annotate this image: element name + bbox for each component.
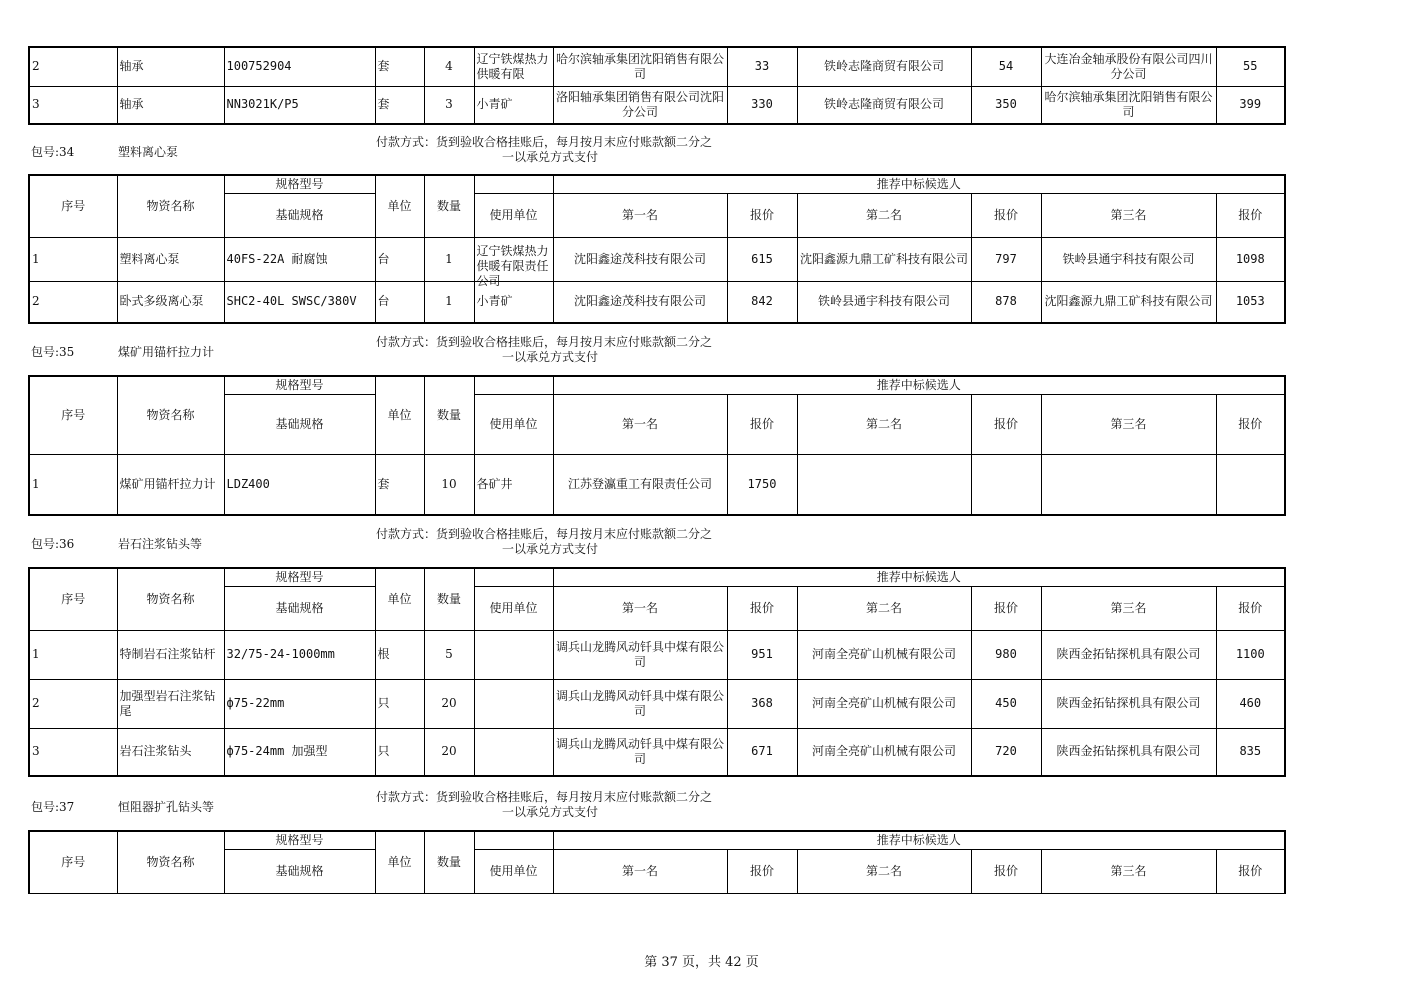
header-qty: 数量 [424,376,474,454]
price1-cell: 368 [727,679,797,728]
header-unit: 单位 [375,376,424,454]
material-cell: 塑料离心泵 [117,237,224,281]
package-table [28,830,1286,894]
header-spec-basic: 基础规格 [224,586,375,630]
table-row [29,454,1285,515]
header-user: 使用单位 [474,849,553,893]
qty-cell: 5 [424,630,474,679]
package-name: 恒阻器扩孔钻头等 [118,800,215,814]
header-second: 第二名 [797,193,971,237]
payment-terms [376,527,726,557]
material-cell: 加强型岩石注浆钻尾 [117,679,224,728]
header-blank [474,831,553,849]
payment-line-1: 付款方式：货到验收合格挂账后，每月按月末应付账款额二分之 [376,135,713,149]
unit-cell: 套 [375,47,424,86]
price3-cell: 1053 [1216,281,1285,323]
header-price: 报价 [727,394,797,454]
second-cell: 河南全亮矿山机械有限公司 [797,728,971,776]
user-text: 各矿井 [476,476,513,491]
material-cell: 特制岩石注浆钻杆 [117,630,224,679]
third-cell [1041,454,1216,515]
qty-cell: 20 [424,728,474,776]
header-spec-group: 规格型号 [224,568,375,586]
unit-cell: 台 [375,237,424,281]
header-price: 报价 [1216,394,1285,454]
price3-cell: 835 [1216,728,1285,776]
seq-cell: 3 [29,86,117,124]
second-cell: 铁岭志隆商贸有限公司 [797,86,971,124]
header-material: 物资名称 [117,376,224,454]
header-blank [474,175,553,193]
user-cell [474,728,553,776]
continuation-table [28,46,1286,125]
price2-cell: 450 [971,679,1041,728]
package-number: 包号:37 [31,800,75,814]
price3-cell: 460 [1216,679,1285,728]
price2-cell: 980 [971,630,1041,679]
package-table [28,174,1286,324]
spec-cell: SHC2-40L SWSC/380V [224,281,375,323]
price1-cell: 842 [727,281,797,323]
package-header [0,790,1403,826]
package-name: 岩石注浆钻头等 [118,537,203,551]
header-seq: 序号 [29,831,117,893]
price3-cell: 399 [1216,86,1285,124]
user-cell [474,47,553,86]
user-text: 小青矿 [476,97,513,112]
package-header [0,527,1403,563]
price1-cell: 330 [727,86,797,124]
price3-cell: 1100 [1216,630,1285,679]
header-unit: 单位 [375,175,424,237]
user-cell [474,86,553,124]
spec-cell: 32/75-24-1000mm [224,630,375,679]
header-material: 物资名称 [117,831,224,893]
user-cell [474,237,553,288]
first-cell: 江苏登瀛重工有限责任公司 [553,454,727,515]
header-unit: 单位 [375,568,424,630]
third-cell: 陕西金拓钻探机具有限公司 [1041,679,1216,728]
header-first: 第一名 [553,394,727,454]
material-cell: 岩石注浆钻头 [117,728,224,776]
header-row [29,376,1285,394]
first-cell: 沈阳鑫途茂科技有限公司 [553,237,727,281]
second-cell: 河南全亮矿山机械有限公司 [797,679,971,728]
user-text: 辽宁铁煤热力供暖有限责任公司 [476,244,549,288]
seq-cell: 2 [29,679,117,728]
material-cell: 轴承 [117,86,224,124]
qty-cell: 4 [424,47,474,86]
third-cell: 沈阳鑫源九鼎工矿科技有限公司 [1041,281,1216,323]
package-number: 包号:35 [31,345,75,359]
header-row [29,568,1285,586]
qty-cell: 10 [424,454,474,515]
payment-line-2: 一以承兑方式支付 [502,350,599,364]
header-third: 第三名 [1041,849,1216,893]
qty-cell: 3 [424,86,474,124]
spec-cell: LDZ400 [224,454,375,515]
payment-terms [376,790,726,820]
user-cell [474,679,553,728]
payment-terms [376,335,726,365]
header-unit: 单位 [375,831,424,893]
payment-line-1: 付款方式：货到验收合格挂账后，每月按月末应付账款额二分之 [376,527,713,541]
page-footer: 第 37 页，共 42 页 [644,955,759,970]
price2-cell: 54 [971,47,1041,86]
price1-cell: 1750 [727,454,797,515]
qty-cell: 1 [424,281,474,323]
price1-cell: 671 [727,728,797,776]
header-seq: 序号 [29,568,117,630]
third-cell: 陕西金拓钻探机具有限公司 [1041,630,1216,679]
first-cell: 调兵山龙腾风动钎具中煤有限公司 [553,679,727,728]
material-cell: 煤矿用锚杆拉力计 [117,454,224,515]
price2-cell: 878 [971,281,1041,323]
spec-cell: 40FS-22A 耐腐蚀 [224,237,375,281]
second-cell [797,454,971,515]
seq-cell: 1 [29,630,117,679]
header-user: 使用单位 [474,394,553,454]
seq-cell: 2 [29,47,117,86]
unit-cell: 套 [375,86,424,124]
package-number: 包号:36 [31,537,75,551]
header-qty: 数量 [424,568,474,630]
user-cell [474,630,553,679]
price2-cell: 720 [971,728,1041,776]
second-cell: 河南全亮矿山机械有限公司 [797,630,971,679]
second-cell: 铁岭志隆商贸有限公司 [797,47,971,86]
header-spec-basic: 基础规格 [224,193,375,237]
unit-cell: 根 [375,630,424,679]
second-cell: 铁岭县通宇科技有限公司 [797,281,971,323]
third-cell: 铁岭县通宇科技有限公司 [1041,237,1216,281]
header-price: 报价 [971,193,1041,237]
user-text: 小青矿 [476,294,513,309]
price3-cell: 1098 [1216,237,1285,281]
header-price: 报价 [1216,193,1285,237]
package-header [0,335,1403,371]
payment-line-2: 一以承兑方式支付 [502,542,599,556]
spec-cell: ф75-24mm 加强型 [224,728,375,776]
header-spec-group: 规格型号 [224,831,375,849]
header-spec-basic: 基础规格 [224,394,375,454]
header-price: 报价 [1216,586,1285,630]
header-price: 报价 [971,394,1041,454]
seq-cell: 2 [29,281,117,323]
first-cell: 洛阳轴承集团销售有限公司沈阳分公司 [553,86,727,124]
header-row [29,831,1285,849]
price1-cell: 33 [727,47,797,86]
spec-cell: 100752904 [224,47,375,86]
third-cell: 陕西金拓钻探机具有限公司 [1041,728,1216,776]
payment-line-1: 付款方式：货到验收合格挂账后，每月按月末应付账款额二分之 [376,335,713,349]
header-second: 第二名 [797,394,971,454]
header-recommend: 推荐中标候选人 [553,568,1285,586]
price2-cell: 797 [971,237,1041,281]
third-cell: 哈尔滨轴承集团沈阳销售有限公司 [1041,86,1216,124]
header-material: 物资名称 [117,175,224,237]
seq-cell: 1 [29,237,117,281]
qty-cell: 20 [424,679,474,728]
payment-terms [376,135,726,165]
header-qty: 数量 [424,831,474,893]
price1-cell: 615 [727,237,797,281]
header-user: 使用单位 [474,193,553,237]
header-price: 报价 [971,586,1041,630]
payment-line-2: 一以承兑方式支付 [502,805,599,819]
price1-cell: 951 [727,630,797,679]
package-table [28,567,1286,777]
first-cell: 哈尔滨轴承集团沈阳销售有限公司 [553,47,727,86]
spec-cell: NN3021K/P5 [224,86,375,124]
package-name: 煤矿用锚杆拉力计 [118,345,215,359]
table-row [29,728,1285,776]
header-recommend: 推荐中标候选人 [553,376,1285,394]
package-name: 塑料离心泵 [118,145,179,159]
table-row [29,86,1285,124]
table-row [29,237,1285,281]
header-third: 第三名 [1041,394,1216,454]
header-spec-group: 规格型号 [224,376,375,394]
user-cell [474,454,553,515]
seq-cell: 3 [29,728,117,776]
package-number: 包号:34 [31,145,75,159]
header-first: 第一名 [553,849,727,893]
price3-cell: 55 [1216,47,1285,86]
payment-line-1: 付款方式：货到验收合格挂账后，每月按月末应付账款额二分之 [376,790,713,804]
material-cell: 卧式多级离心泵 [117,281,224,323]
package-table [28,375,1286,516]
spec-cell: ф75-22mm [224,679,375,728]
header-second: 第二名 [797,586,971,630]
header-price: 报价 [971,849,1041,893]
header-third: 第三名 [1041,586,1216,630]
material-cell: 轴承 [117,47,224,86]
first-cell: 调兵山龙腾风动钎具中煤有限公司 [553,630,727,679]
header-qty: 数量 [424,175,474,237]
header-blank [474,568,553,586]
header-third: 第三名 [1041,193,1216,237]
second-cell: 沈阳鑫源九鼎工矿科技有限公司 [797,237,971,281]
header-first: 第一名 [553,193,727,237]
payment-line-2: 一以承兑方式支付 [502,150,599,164]
unit-cell: 只 [375,728,424,776]
header-price: 报价 [1216,849,1285,893]
price2-cell [971,454,1041,515]
price2-cell: 350 [971,86,1041,124]
header-price: 报价 [727,193,797,237]
table-row [29,679,1285,728]
header-first: 第一名 [553,586,727,630]
first-cell: 沈阳鑫途茂科技有限公司 [553,281,727,323]
header-recommend: 推荐中标候选人 [553,175,1285,193]
header-seq: 序号 [29,376,117,454]
header-blank [474,376,553,394]
header-spec-basic: 基础规格 [224,849,375,893]
user-text: 辽宁铁煤热力供暖有限 [476,51,549,81]
unit-cell: 套 [375,454,424,515]
header-second: 第二名 [797,849,971,893]
first-cell: 调兵山龙腾风动钎具中煤有限公司 [553,728,727,776]
table-row [29,47,1285,86]
seq-cell: 1 [29,454,117,515]
table-row [29,630,1285,679]
package-header [0,135,1403,171]
unit-cell: 只 [375,679,424,728]
header-recommend: 推荐中标候选人 [553,831,1285,849]
header-row [29,175,1285,193]
qty-cell: 1 [424,237,474,281]
third-cell: 大连冶金轴承股份有限公司四川分公司 [1041,47,1216,86]
header-price: 报价 [727,849,797,893]
header-material: 物资名称 [117,568,224,630]
header-spec-group: 规格型号 [224,175,375,193]
price3-cell [1216,454,1285,515]
header-seq: 序号 [29,175,117,237]
table-row [29,281,1285,323]
header-user: 使用单位 [474,586,553,630]
header-price: 报价 [727,586,797,630]
unit-cell: 台 [375,281,424,323]
